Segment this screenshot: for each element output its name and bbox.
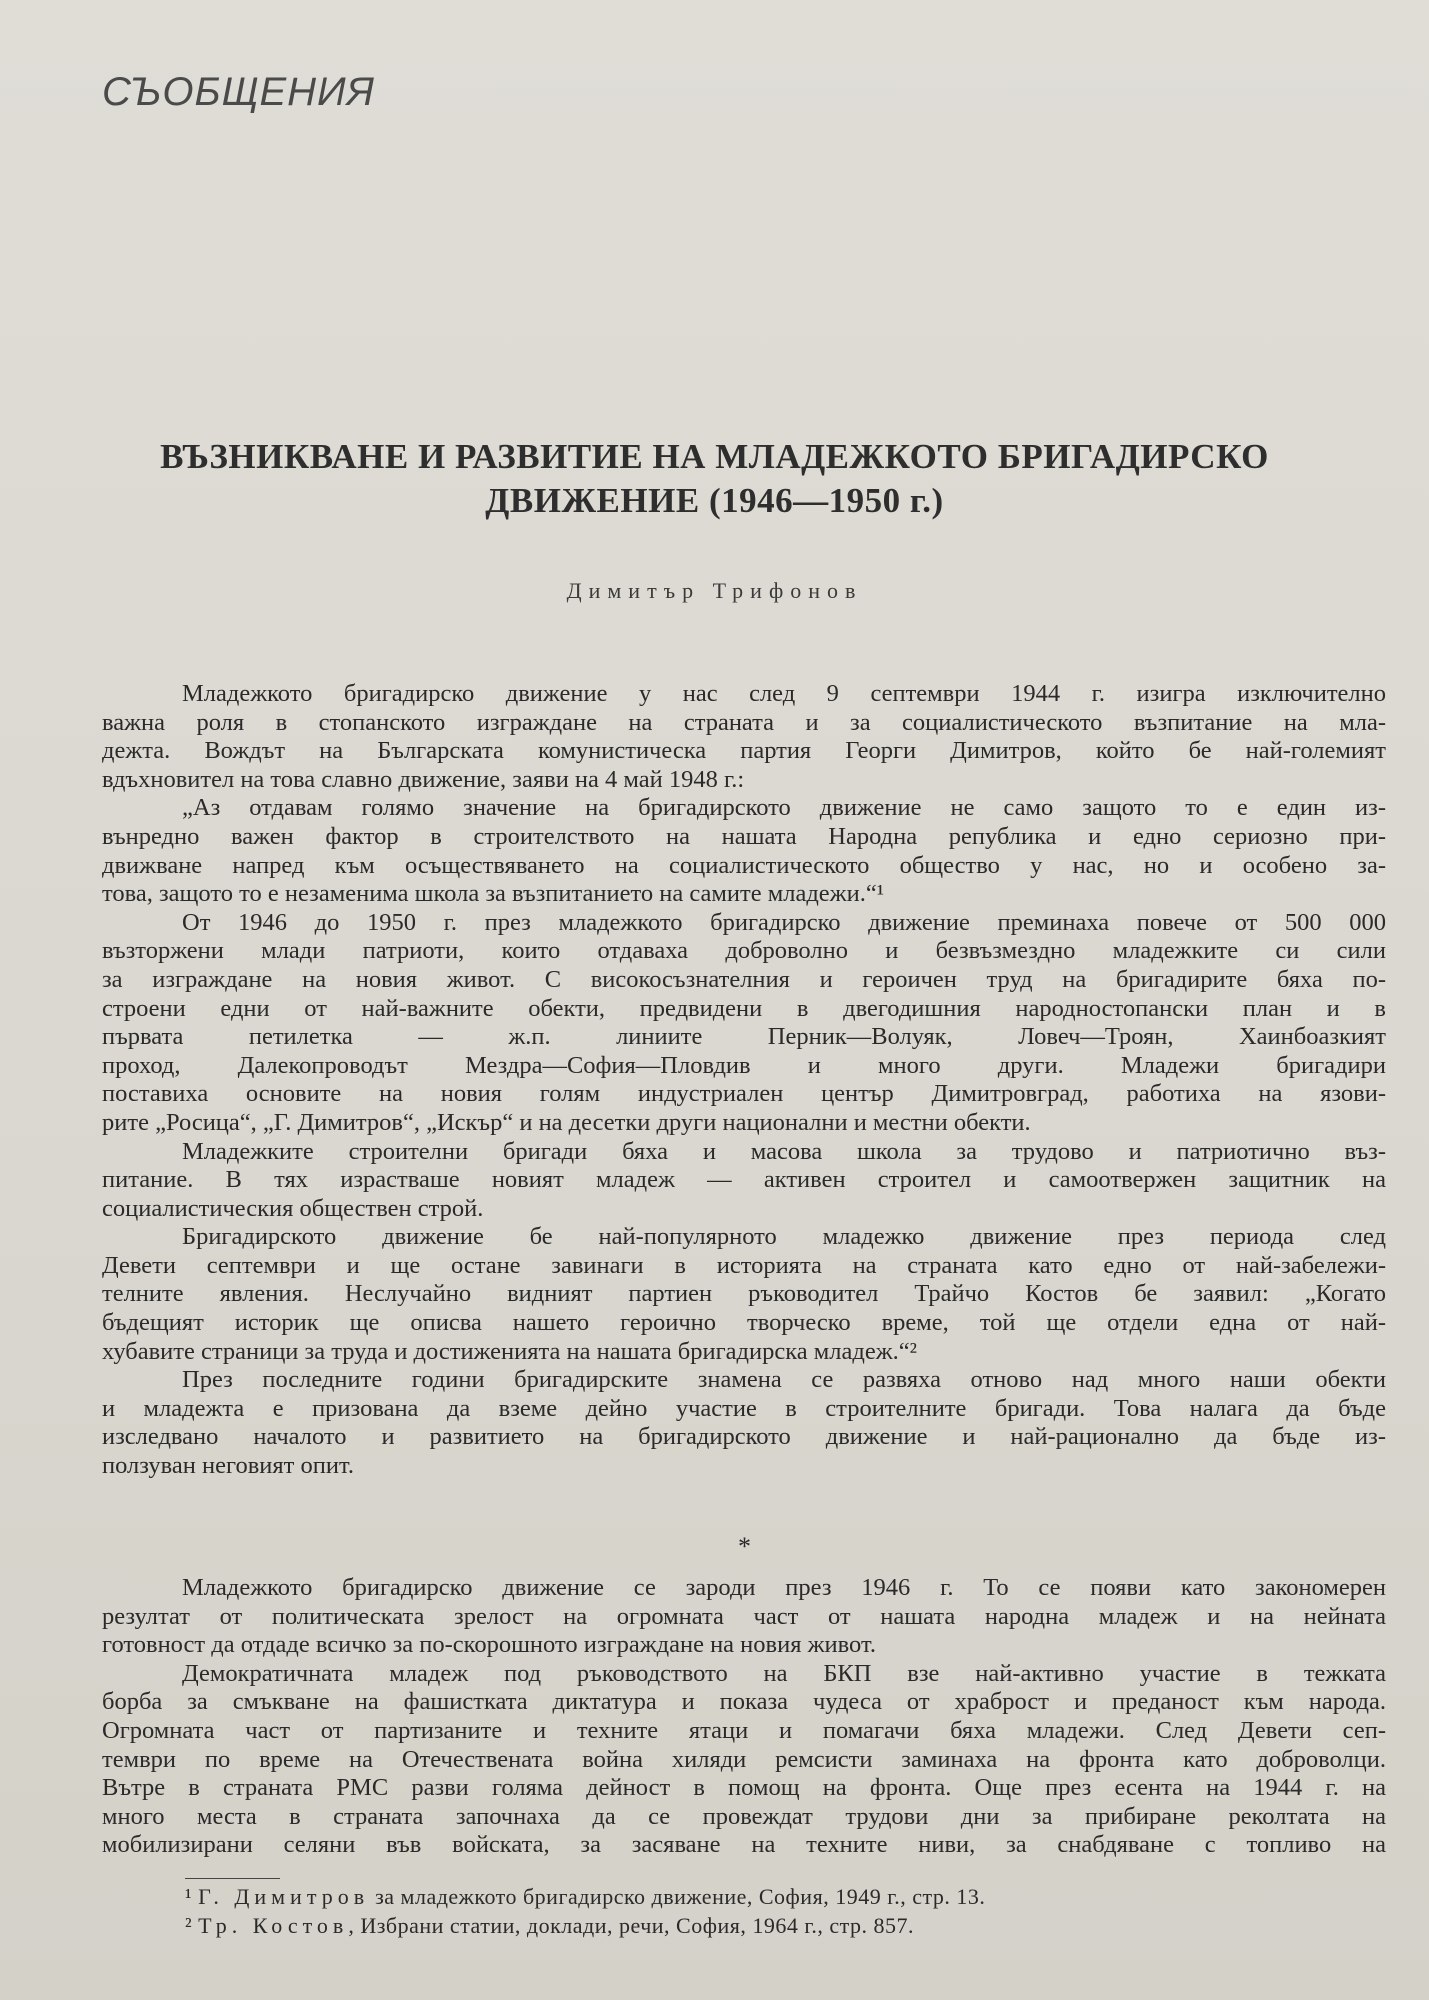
- article-title-line-1: ВЪЗНИКВАНЕ И РАЗВИТИЕ НА МЛАДЕЖКОТО БРИГАДИРСКО: [160, 437, 1269, 476]
- text-line: важна роля в стопанското изграждане на страната и за социалистическото възпитание на мла-: [102, 708, 1386, 736]
- article-body-part-1: [102, 680, 1386, 1481]
- section-separator: *: [738, 1532, 751, 1561]
- text-line: това, защото то е незаменима школа за възпитанието на самите младежи.“¹: [102, 880, 885, 908]
- text-line: Девети септември и ще остане завинаги в историята на страната като едно от най-забележи-: [102, 1251, 1386, 1279]
- footnote-mark: ²: [185, 1913, 193, 1938]
- article-author: Димитър Трифонов: [566, 578, 863, 603]
- text-line: хубавите страници за труда и достиженията на нашата бригадирска младеж.“²: [102, 1337, 917, 1365]
- article-body-part-2: [102, 1574, 1386, 1860]
- text-line: резултат от политическата зрелост на огромната част от нашата народна младеж и на нейната: [102, 1602, 1386, 1630]
- footnote-divider: [185, 1878, 280, 1879]
- text-line: От 1946 до 1950 г. през младежкото бригадирско движение преминаха повече от 500 000: [182, 908, 1386, 936]
- text-line: за изграждане на новия живот. С високосъзнателния и героичен труд на бригадирите бяха по-: [102, 965, 1386, 993]
- text-line: готовност да отдаде всичко за по-скорошното изграждане на новия живот.: [102, 1631, 876, 1659]
- text-line: движване напред към осъществяването на социалистическото общество у нас, но и особено за-: [102, 851, 1386, 879]
- text-line: първата петилетка — ж.п. линиите Перник—Волуяк, Ловеч—Троян, Хаинбоазкият: [102, 1023, 1386, 1051]
- text-line: изследвано началото и развитието на бригадирското движение и най-рационално да бъде из-: [102, 1423, 1386, 1451]
- text-line: строени едни от най-важните обекти, предвидени в двегодишния народностопански план и в: [102, 994, 1386, 1022]
- footnote-author: Тр. Костов: [198, 1913, 349, 1938]
- text-line: поставиха основите на новия голям индустриален център Димитровград, работиха на язови-: [102, 1080, 1386, 1108]
- text-line: Вътре в страната РМС разви голяма дейност в помощ на фронта. Още през есента на 1944 г. на: [102, 1774, 1386, 1802]
- footnote-2: [185, 1913, 914, 1939]
- text-line: Младежкото бригадирско движение се зароди през 1946 г. То се появи като закономерен: [182, 1574, 1386, 1601]
- footnote-text: за младежкото бригадирско движение, София, 1949 г., стр. 13.: [369, 1884, 986, 1909]
- text-line: Демократичната младеж под ръководството на БКП взе най-активно участие в тежката: [182, 1659, 1386, 1687]
- text-line: Бригадирското движение бе най-популярното младежко движение през периода след: [182, 1223, 1386, 1251]
- text-line: дежта. Вождът на Българската комунистическа партия Георги Димитров, който бе най-големият: [102, 737, 1386, 765]
- text-line: Огромната част от партизаните и техните ятаци и помагачи бяха младежи. След Девети сеп-: [102, 1716, 1386, 1744]
- text-line: Младежкото бригадирско движение у нас след 9 септември 1944 г. изигра изключително: [182, 680, 1386, 707]
- text-line: проход, Далекопроводът Мездра—София—Пловдив и много други. Младежи бригадири: [102, 1051, 1386, 1079]
- text-line: борба за смъкване на фашистката диктатура и показа чудеса от храброст и преданост към народа.: [102, 1688, 1386, 1716]
- text-line: Младежките строителни бригади бяха и масова школа за трудово и патриотично въз-: [182, 1137, 1386, 1165]
- text-line: вънредно важен фактор в строителството на нашата Народна република и едно сериозно при-: [102, 822, 1386, 850]
- footnote-author: Г. Димитров: [198, 1884, 370, 1909]
- article-title-line-2: ДВИЖЕНИЕ (1946—1950 г.): [485, 481, 944, 520]
- text-line: тември по време на Отечествената война хиляди ремсисти заминаха на фронта като доброволци.: [102, 1745, 1386, 1773]
- section-label: СЪОБЩЕНИЯ: [102, 70, 375, 114]
- footnote-text: , Избрани статии, доклади, речи, София, 1964 г., стр. 857.: [348, 1913, 915, 1938]
- footnote-mark: ¹: [185, 1884, 193, 1909]
- text-line: През последните години бригадирските знамена се развяха отново над много наши обекти: [182, 1366, 1386, 1394]
- text-line: бъдещият историк ще описва нашето героично творческо време, той ще отдели една от най-: [102, 1309, 1386, 1337]
- text-line: много места в страната започнаха да се провеждат трудови дни за прибиране реколтата на: [102, 1802, 1386, 1830]
- text-line: и младежта е призована да вземе дейно участие в строителните бригади. Това налага да бъде: [102, 1394, 1386, 1422]
- text-line: питание. В тях израстваше новият младеж — активен строител и самоотвержен защитник на: [102, 1166, 1386, 1194]
- text-line: ползуван неговият опит.: [102, 1452, 354, 1480]
- text-line: социалистическия обществен строй.: [102, 1194, 484, 1222]
- text-line: възторжени млади патриоти, които отдаваха доброволно и безвъзмездно младежките си сили: [102, 937, 1386, 965]
- text-line: телните явления. Неслучайно видният партиен ръководител Трайчо Костов бе заявил: „Когато: [102, 1280, 1386, 1308]
- text-line: „Аз отдавам голямо значение на бригадирското движение не само защото то е един из-: [182, 794, 1386, 822]
- footnote-1: [185, 1884, 985, 1910]
- text-line: рите „Росица“, „Г. Димитров“, „Искър“ и на десетки други национални и местни обекти.: [102, 1108, 1031, 1136]
- text-line: мобилизирани селяни във войската, за засяване на техните ниви, за снабдяване с топливо на: [102, 1831, 1386, 1859]
- text-line: вдъхновител на това славно движение, заяви на 4 май 1948 г.:: [102, 765, 745, 793]
